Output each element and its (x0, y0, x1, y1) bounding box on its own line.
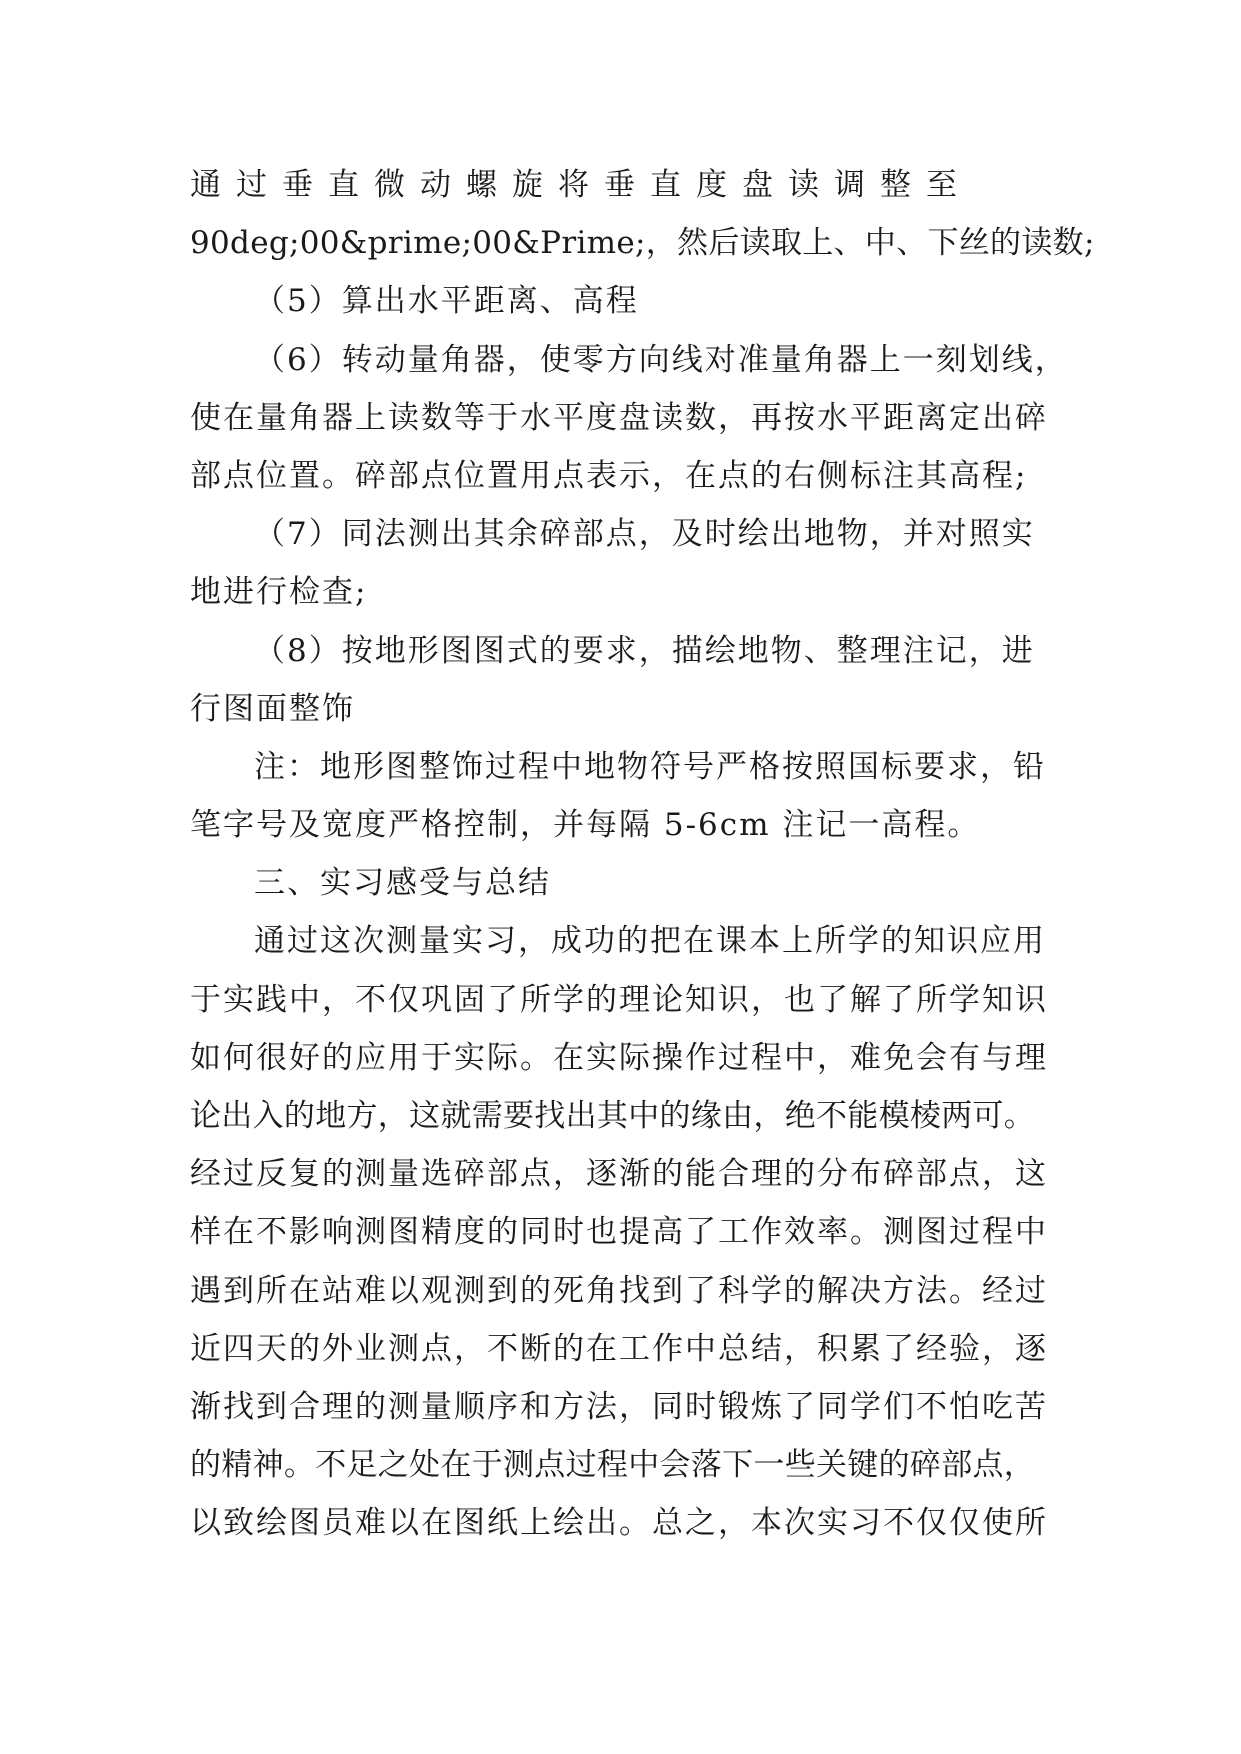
text-line: 使在量角器上读数等于水平度盘读数，再按水平距离定出碎 (190, 399, 1048, 436)
text-line: 近四天的外业测点，不断的在工作中总结，积累了经验，逐 (190, 1330, 1048, 1367)
text-line: 地进行检查; (190, 574, 368, 611)
text-line: 经过反复的测量选碎部点，逐渐的能合理的分布碎部点，这 (190, 1156, 1048, 1193)
text-line: 行图面整饰 (190, 690, 355, 727)
text-line: 部点位置。碎部点位置用点表示，在点的右侧标注其高程; (190, 457, 1028, 494)
document-body (190, 156, 1095, 1553)
text-line: 通过垂直微动螺旋将垂直度盘读调整至 (190, 167, 972, 203)
text-line: 遇到所在站难以观测到的死角找到了科学的解决方法。经过 (190, 1272, 1048, 1309)
text-line: 90deg;00&prime;00&Prime;，然后读取上、中、下丝的读数; (190, 225, 1095, 262)
text-line: 通过这次测量实习，成功的把在课本上所学的知识应用 (254, 923, 1046, 960)
text-line: 的精神。不足之处在于测点过程中会落下一些关键的碎部点， (190, 1447, 1036, 1484)
text-line: （5）算出水平距离、高程 (254, 283, 639, 320)
text-line: 渐找到合理的测量顺序和方法，同时锻炼了同学们不怕吃苦 (190, 1388, 1048, 1425)
text-line: （8）按地形图图式的要求，描绘地物、整理注记，进 (254, 632, 1035, 669)
text-line: 注：地形图整饰过程中地物符号严格按照国标要求，铅 (254, 748, 1046, 785)
text-line: （6）转动量角器，使零方向线对准量角器上一刻划线， (254, 341, 1068, 378)
text-line: 样在不影响测图精度的同时也提高了工作效率。测图过程中 (190, 1214, 1048, 1251)
text-line: 以致绘图员难以在图纸上绘出。总之，本次实习不仅仅使所 (190, 1505, 1048, 1542)
text-line: （7）同法测出其余碎部点，及时绘出地物，并对照实 (254, 516, 1035, 553)
text-line: 笔字号及宽度严格控制，并每隔 5-6cm 注记一高程。 (190, 807, 981, 844)
text-line: 于实践中，不仅巩固了所学的理论知识，也了解了所学知识 (190, 981, 1048, 1018)
text-line: 如何很好的应用于实际。在实际操作过程中，难免会有与理 (190, 1039, 1048, 1076)
section-heading: 三、实习感受与总结 (254, 865, 551, 902)
text-line: 论出入的地方，这就需要找出其中的缘由，绝不能模棱两可。 (190, 1098, 1036, 1134)
